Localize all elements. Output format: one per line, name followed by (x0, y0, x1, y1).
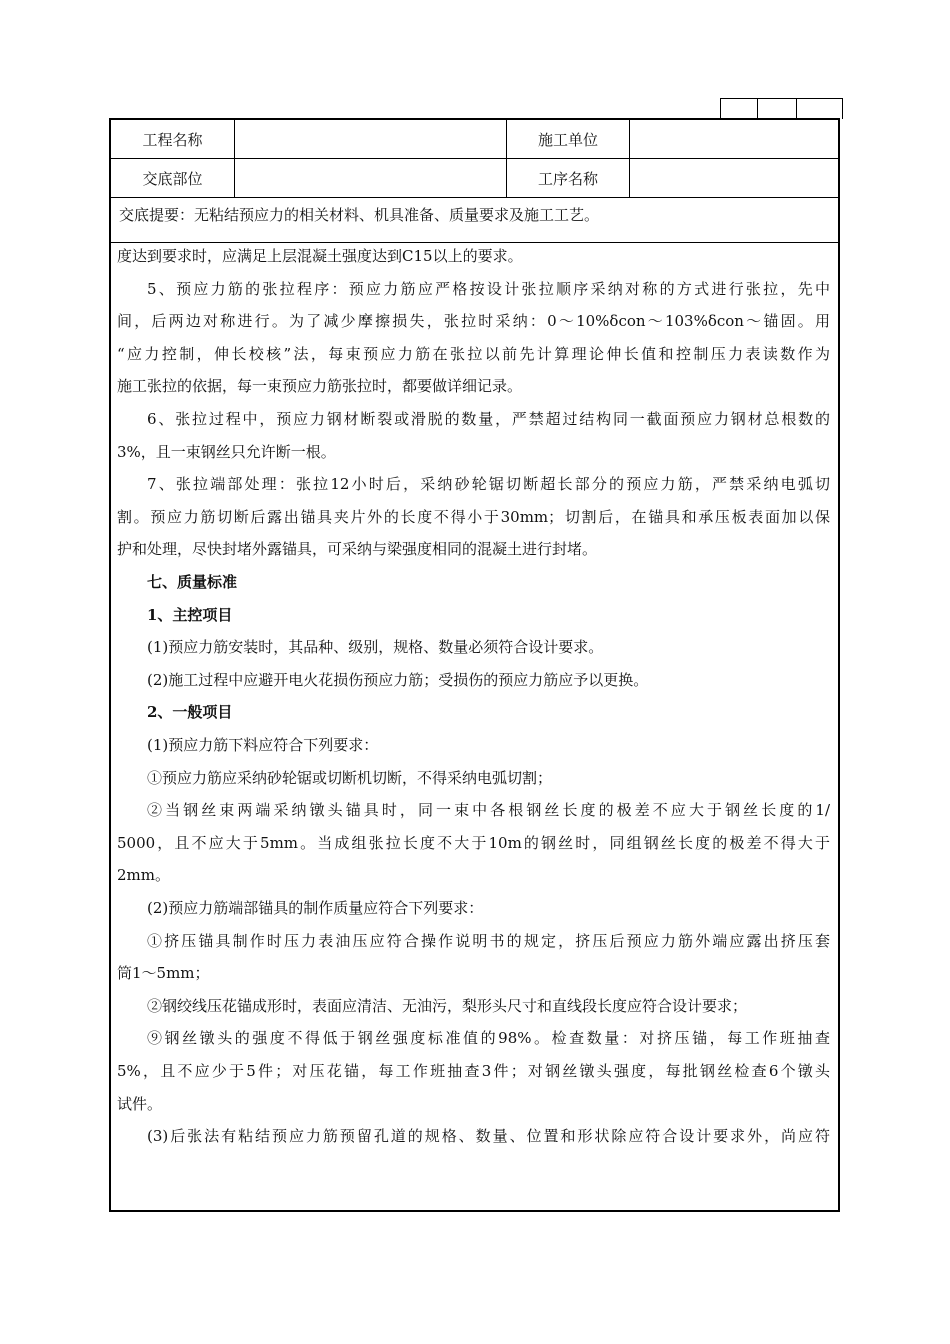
header-row-2 (111, 159, 838, 198)
body-line: 筒1～5mm； (117, 964, 210, 983)
handover-sheet (109, 118, 840, 1212)
handover-part-value (235, 159, 507, 197)
document-code-boxes (720, 98, 843, 119)
body-line: 6、张拉过程中，预应力钢材断裂或滑脱的数量，严禁超过结构同一截面预应力钢材总根数的 (147, 410, 830, 428)
body-line: 护和处理，尽快封堵外露锚具，可采纳与梁强度相同的混凝土进行封堵。 (117, 540, 598, 559)
construction-unit-label: 施工单位 (507, 120, 630, 158)
section-heading: 七、质量标准 (147, 573, 238, 591)
body-line: (2)施工过程中应避开电火花损伤预应力筋；受损伤的预应力筋应予以更换。 (147, 670, 649, 689)
project-name-value (235, 120, 507, 158)
header-row-1 (111, 120, 838, 159)
handover-summary: 交底提要：无粘结预应力的相关材料、机具准备、质量要求及施工工艺。 (111, 198, 838, 243)
body-line: 试件。 (117, 1094, 163, 1113)
handover-part-label: 交底部位 (111, 159, 235, 197)
document-body (111, 243, 838, 1209)
body-line: ②当钢丝束两端采纳镦头锚具时，同一束中各根钢丝长度的极差不应大于钢丝长度的1/ (147, 801, 830, 820)
body-line: (3)后张法有粘结预应力筋预留孔道的规格、数量、位置和形状除应符合设计要求外，尚应符 (147, 1127, 830, 1146)
body-line: ②钢绞线压花锚成形时，表面应清洁、无油污，梨形头尺寸和直线段长度应符合设计要求； (147, 996, 748, 1015)
body-line: 施工张拉的依据，每一束预应力筋张拉时，都要做详细记录。 (117, 377, 523, 396)
body-line: ①预应力筋应采纳砂轮锯或切断机切断，不得采纳电弧切割； (147, 768, 553, 787)
body-line: 5%，且不应少于5件；对压花锚，每工作班抽查3件；对钢丝镦头强度，每批钢丝检查6个镦头 (117, 1062, 830, 1080)
body-line: 间，后两边对称进行。为了减少摩擦损失，张拉时采纳：0～10%δcon～103%δcon～锚固。用 (117, 312, 830, 331)
body-line: 度达到要求时，应满足上层混凝土强度达到C15以上的要求。 (117, 247, 523, 265)
body-line: 5000，且不应大于5mm。当成组张拉长度不大于10m的钢丝时，同组钢丝长度的极差不得大于 (117, 833, 830, 852)
body-line: 3%，且一束钢丝只允许断一根。 (117, 442, 336, 461)
process-name-label: 工序名称 (507, 159, 630, 197)
body-line: ①挤压锚具制作时压力表油压应符合操作说明书的规定，挤压后预应力筋外端应露出挤压套 (147, 931, 830, 950)
code-box (797, 99, 842, 119)
body-line: “应力控制，伸长校核”法，每束预应力筋在张拉以前先计算理论伸长值和控制压力表读数作为 (117, 344, 830, 363)
section-heading: 1、主控项目 (147, 605, 233, 624)
project-name-label: 工程名称 (111, 120, 235, 158)
section-heading: 2、一般项目 (147, 703, 233, 722)
code-box (721, 99, 758, 119)
body-line: 5、预应力筋的张拉程序：预应力筋应严格按设计张拉顺序采纳对称的方式进行张拉，先中 (147, 279, 830, 298)
code-box (758, 99, 797, 119)
body-line: 7、张拉端部处理：张拉12小时后，采纳砂轮锯切断超长部分的预应力筋，严禁采纳电弧切 (147, 475, 830, 494)
body-line: (2)预应力筋端部锚具的制作质量应符合下列要求： (147, 899, 484, 917)
body-line: 2mm。 (117, 866, 170, 885)
body-line: ⑨钢丝镦头的强度不得低于钢丝强度标准值的98%。检查数量：对挤压锚，每工作班抽查 (147, 1029, 830, 1048)
body-line: 割。预应力筋切断后露出锚具夹片外的长度不得小于30mm；切割后，在锚具和承压板表面加以保 (117, 507, 830, 526)
body-line: (1)预应力筋安装时，其品种、级别，规格、数量必须符合设计要求。 (147, 638, 604, 657)
body-line: (1)预应力筋下料应符合下列要求： (147, 736, 379, 754)
construction-unit-value (630, 120, 840, 158)
process-name-value (630, 159, 840, 197)
